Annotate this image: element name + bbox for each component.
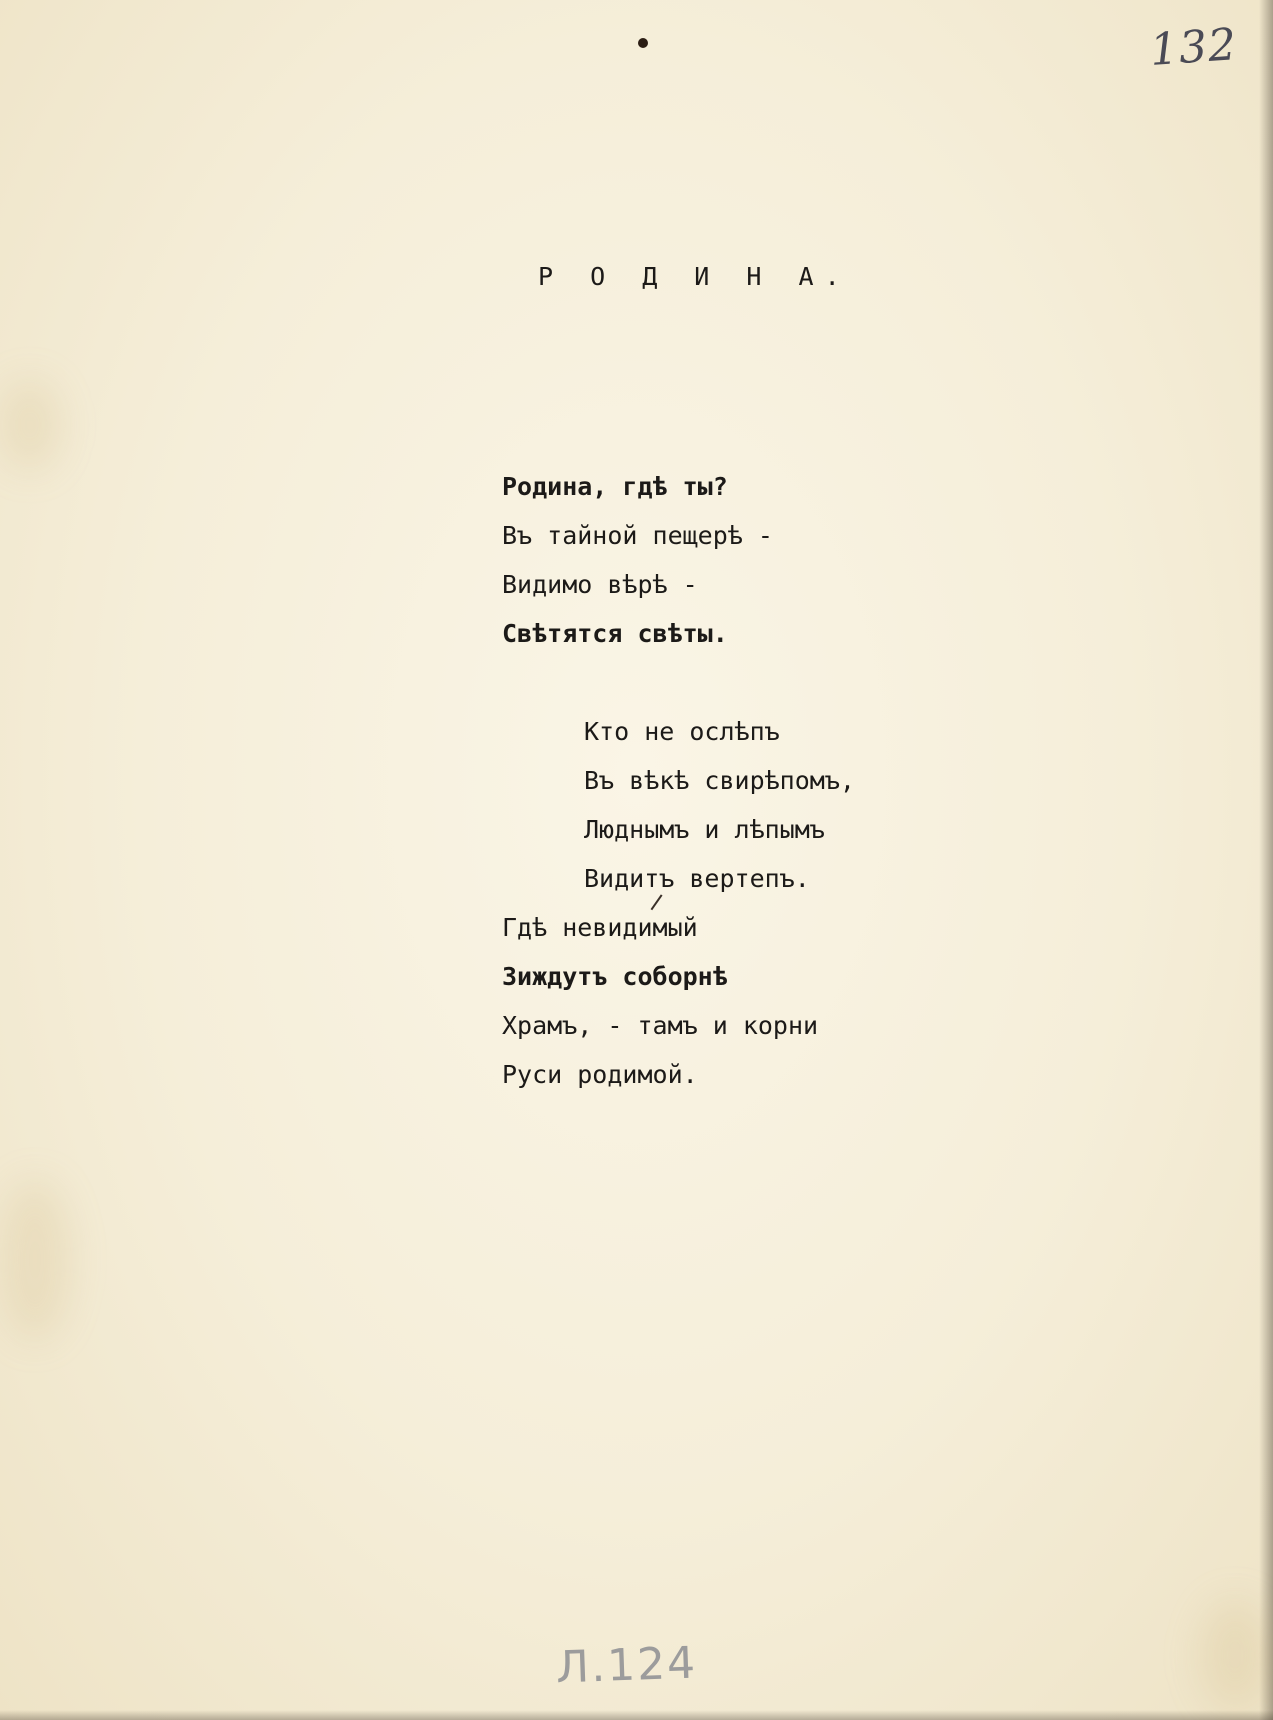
poem-line: Руси родимой. bbox=[502, 1060, 698, 1089]
poem-line: Въ тайной пещерѣ - bbox=[502, 521, 773, 550]
paper-stain bbox=[1200, 1600, 1270, 1710]
punch-hole bbox=[638, 38, 648, 48]
poem-line: Въ вѣкѣ свирѣпомъ, bbox=[584, 766, 855, 795]
poem-line: Люднымъ и лѣпымъ bbox=[584, 815, 825, 844]
poem-line: Свѣтятся свѣты. bbox=[502, 619, 728, 648]
paper-stain bbox=[0, 380, 60, 470]
poem-line: Зиждутъ соборнѣ bbox=[502, 962, 728, 991]
poem-line: Гдѣ невидимый bbox=[502, 913, 698, 942]
stanza-3 bbox=[502, 903, 855, 1099]
paper-stain bbox=[0, 1180, 70, 1340]
poem-line: Видимо вѣрѣ - bbox=[502, 570, 698, 599]
poem-title: Р О Д И Н А. bbox=[538, 262, 851, 291]
sheet-number: Л.124 bbox=[555, 1637, 698, 1694]
poem-line: Родина, гдѣ ты? bbox=[502, 472, 728, 501]
stanza-1 bbox=[502, 462, 855, 658]
poem-line: Храмъ, - тамъ и корни bbox=[502, 1011, 819, 1040]
stanza-2 bbox=[502, 707, 855, 903]
poem-line: Кто не ослѣпъ bbox=[584, 717, 780, 746]
poem-line: Видитъ вертепъ. bbox=[584, 864, 810, 893]
poem-body bbox=[502, 462, 855, 1099]
folio-number: 132 bbox=[1148, 19, 1239, 76]
